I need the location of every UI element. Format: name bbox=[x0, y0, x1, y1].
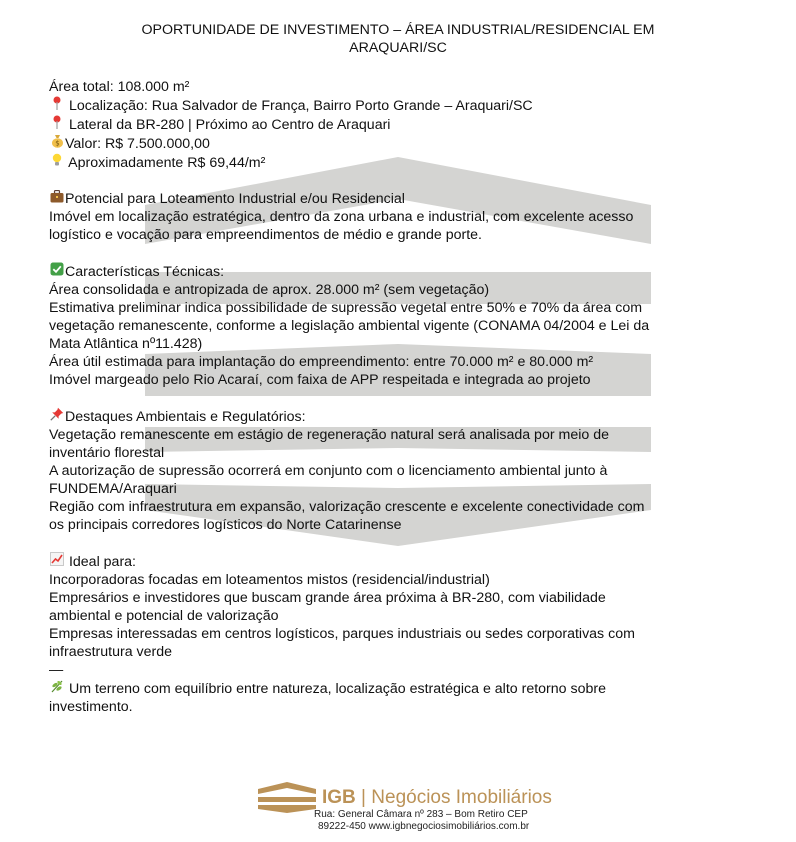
pin-icon bbox=[49, 115, 65, 134]
destaques-heading bbox=[49, 407, 749, 426]
address-line-2: 89222-450 www.igbnegociosimobiliários.com.br bbox=[318, 821, 530, 832]
footer bbox=[256, 778, 596, 838]
preco-m2-text: Aproximadamente R$ 69,44/m² bbox=[68, 155, 266, 171]
caracteristicas-line: vegetação remanescente, conforme a legislação ambiental vigente (CONAMA 04/2004 e Lei da bbox=[49, 318, 650, 334]
lateral-line bbox=[49, 115, 749, 134]
ideal-line: ambiental e potencial de valorização bbox=[49, 608, 279, 624]
valor-line bbox=[49, 134, 749, 153]
ideal-line: Empresas interessadas em centros logísticos, parques industriais ou sedes corporativas com bbox=[49, 626, 635, 642]
address-line-1: Rua: General Câmara nº 283 – Bom Retiro CEP bbox=[314, 809, 528, 820]
potencial-heading bbox=[49, 190, 749, 208]
caracteristicas-heading-text: Características Técnicas: bbox=[65, 264, 225, 280]
footer-address bbox=[314, 809, 529, 833]
caracteristicas-line: Área útil estimada para implantação do empreendimento: entre 70.000 m² e 80.000 m² bbox=[49, 354, 594, 370]
brand-name bbox=[322, 787, 552, 809]
localizacao-line bbox=[49, 96, 749, 115]
ideal-heading-text: Ideal para: bbox=[68, 554, 136, 570]
title-line-2: ARAQUARI/SC bbox=[349, 40, 447, 56]
brand-rest: Negócios Imobiliários bbox=[371, 787, 552, 808]
pin-icon bbox=[49, 96, 65, 115]
closing-text: Um terreno com equilíbrio entre natureza, localização estratégica e alto retorno sobre bbox=[68, 681, 606, 697]
brand-separator: | bbox=[355, 787, 372, 808]
potencial-line-2: logístico e vocação para empreendimentos de médio e grande porte. bbox=[49, 227, 482, 243]
area-total: Área total: 108.000 m² bbox=[49, 79, 190, 95]
ideal-line: Incorporadoras focadas em loteamentos mistos (residencial/industrial) bbox=[49, 572, 490, 588]
destaques-line: Região com infraestrutura em expansão, valorização crescente e excelente conectividade com bbox=[49, 499, 645, 515]
potencial-heading-text: Potencial para Loteamento Industrial e/ou Residencial bbox=[65, 191, 405, 207]
closing-line-1 bbox=[49, 679, 749, 698]
pushpin-icon bbox=[49, 407, 65, 426]
separator: — bbox=[49, 662, 64, 678]
chart-increasing-icon bbox=[49, 552, 65, 571]
valor-text: Valor: R$ 7.500.000,00 bbox=[65, 136, 210, 152]
caracteristicas-line: Mata Atlântica nº11.428) bbox=[49, 336, 203, 352]
herb-icon bbox=[49, 679, 65, 698]
briefcase-icon bbox=[49, 190, 65, 208]
destaques-line: A autorização de supressão ocorrerá em conjunto com o licenciamento ambiental junto à bbox=[49, 463, 608, 479]
money-bag-icon bbox=[49, 134, 65, 153]
svg-text:$: $ bbox=[54, 139, 60, 148]
destaques-line: Vegetação remanescente em estágio de regeneração natural será analisada por meio de bbox=[49, 427, 609, 443]
localizacao-text: Localização: Rua Salvador de França, Bairro Porto Grande – Araquari/SC bbox=[68, 98, 533, 114]
closing-line-2: investimento. bbox=[49, 699, 133, 715]
ideal-line: Empresários e investidores que buscam grande área próxima à BR-280, com viabilidade bbox=[49, 590, 606, 606]
page-title bbox=[90, 21, 706, 57]
destaques-line: FUNDEMA/Araquari bbox=[49, 481, 177, 497]
ideal-line: infraestrutura verde bbox=[49, 644, 173, 660]
destaques-line: inventário florestal bbox=[49, 445, 165, 461]
caracteristicas-line: Estimativa preliminar indica possibilidade de supressão vegetal entre 50% e 70% da área com bbox=[49, 300, 643, 316]
destaques-heading-text: Destaques Ambientais e Regulatórios: bbox=[65, 409, 306, 425]
ideal-heading bbox=[49, 552, 749, 571]
lightbulb-icon bbox=[49, 153, 65, 172]
potencial-line-1: Imóvel em localização estratégica, dentro da zona urbana e industrial, com excelente acesso bbox=[49, 209, 634, 225]
preco-m2-line bbox=[49, 153, 749, 172]
caracteristicas-line: Imóvel margeado pelo Rio Acaraí, com faixa de APP respeitada e integrada ao projeto bbox=[49, 372, 591, 388]
igb-logo-icon bbox=[256, 780, 318, 814]
title-line-1: OPORTUNIDADE DE INVESTIMENTO – ÁREA INDUSTRIAL/RESIDENCIAL EM bbox=[141, 22, 655, 38]
caracteristicas-heading bbox=[49, 262, 749, 281]
lateral-text: Lateral da BR-280 | Próximo ao Centro de Araquari bbox=[68, 117, 391, 133]
check-icon bbox=[49, 262, 65, 281]
document-body bbox=[49, 78, 749, 716]
destaques-line: os principais corredores logísticos do Norte Catarinense bbox=[49, 517, 402, 533]
brand-bold: IGB bbox=[322, 787, 356, 808]
caracteristicas-line: Área consolidada e antropizada de aprox. 28.000 m² (sem vegetação) bbox=[49, 282, 490, 298]
